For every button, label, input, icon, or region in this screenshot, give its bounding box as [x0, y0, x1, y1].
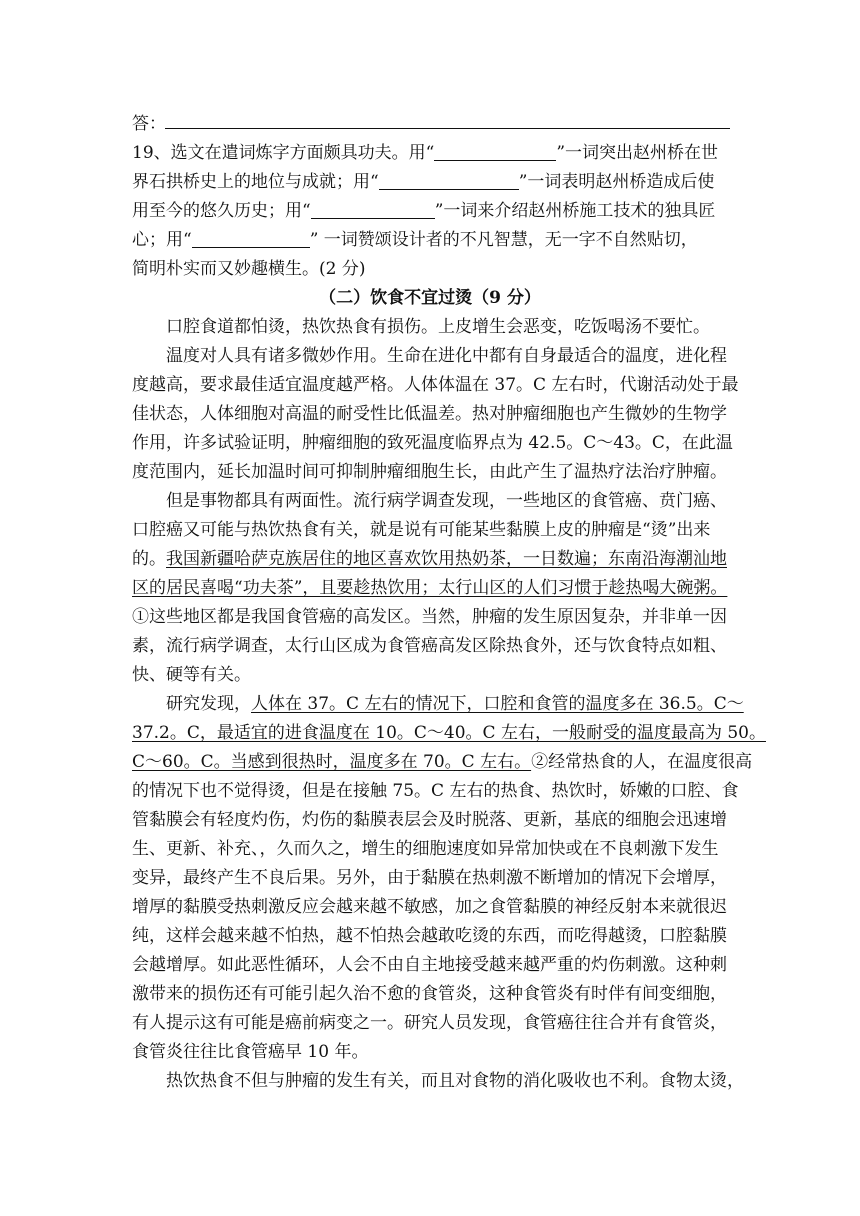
question-19-line-2: [132, 168, 714, 197]
paragraph-line: 的情况下也不觉得烫，但是在接触 75。C 左右的热食、热饮时，娇嫩的口腔、食: [132, 781, 739, 801]
question-19-line-4: [132, 226, 698, 255]
q19-text: ”一词表明赵州桥造成后使: [518, 172, 715, 192]
fill-blank-4[interactable]: [192, 229, 310, 248]
question-19-line-3: [132, 197, 715, 226]
paragraph-line: [132, 748, 752, 777]
underlined-text: C～60。C。当感到很热时，温度多在 70。C 左右。: [132, 752, 532, 772]
paragraph-line: 生、更新、补充、，久而久之，增生的细胞速度如异常加快或在不良刺激下发生: [132, 839, 719, 859]
fill-blank-1[interactable]: [434, 142, 556, 161]
paragraph-line: 会越增厚。如此恶性循环，人会不由自主地接受越来越严重的灼伤刺激。这种刺: [132, 955, 727, 975]
paragraph-line: [166, 690, 744, 719]
paragraph-line: 作用，许多试验证明，肿瘤细胞的致死温度临界点为 42.5。C～43。C，在此温: [132, 433, 733, 453]
paragraph-line: 温度对人具有诸多微妙作用。生命在进化中都有自身最适合的温度，进化程: [166, 346, 727, 366]
underlined-text: 人体在 37。C 左右的情况下，口腔和食管的温度多在 36.5。C～: [251, 694, 744, 714]
paragraph-line: 管黏膜会有轻度灼伤，灼伤的黏膜表层会及时脱落、更新，基底的细胞会迅速增: [132, 810, 727, 830]
paragraph-line: [132, 545, 727, 574]
answer-label: 答：: [132, 114, 166, 134]
plain-text: ②经常热食的人，在温度很高: [531, 752, 753, 772]
underlined-text: 我国新疆哈萨克族居住的地区喜欢饮用热奶茶，一日数遍；东南沿海潮汕地: [166, 549, 727, 569]
q19-text: 心；用“: [132, 230, 192, 250]
paragraph-line: 但是事物都具有两面性。流行病学调查发现，一些地区的食管癌、贲门癌、: [166, 491, 727, 511]
q19-text: ” 一词赞颂设计者的不凡智慧，无一字不自然贴切，: [309, 230, 698, 250]
plain-text: 研究发现，: [166, 694, 251, 714]
q19-text: 界石拱桥史上的地位与成就；用“: [132, 172, 379, 192]
paragraph-line: 增厚的黏膜受热刺激反应会越来越不敏感，加之食管黏膜的神经反射本来就很迟: [132, 897, 727, 917]
paragraph-line: 口腔癌又可能与热饮热食有关，就是说有可能某些黏膜上皮的肿瘤是“烫”出来: [132, 520, 711, 540]
underlined-text: 区的居民喜喝“功夫茶”，且要趁热饮用；太行山区的人们习惯于趁热喝大碗粥。: [132, 578, 728, 598]
paragraph-line: 快、硬等有关。: [132, 665, 251, 685]
paragraph-line: 有人提示这有可能是癌前病变之一。研究人员发现，食管癌往往合并有食管炎，: [132, 1013, 727, 1033]
section-title: （二）饮食不宜过烫（9 分）: [319, 288, 541, 308]
paragraph-line: 热饮热食不但与肿瘤的发生有关，而且对食物的消化吸收也不利。食物太烫，: [166, 1071, 744, 1091]
question-19-line-5: 简明朴实而又妙趣横生。(2 分): [132, 259, 366, 279]
q19-text: 用至今的悠久历史；用“: [132, 201, 311, 221]
fill-blank-2[interactable]: [379, 171, 519, 190]
question-19-line-1: [132, 139, 718, 168]
paragraph-line: [132, 574, 727, 603]
paragraph-line: 食管炎往往比食管癌早 10 年。: [132, 1042, 369, 1062]
q19-text: ”一词突出赵州桥在世: [556, 143, 719, 163]
paragraph-line: 素，流行病学调查，太行山区成为食管癌高发区除热食外，还与饮食特点如粗、: [132, 636, 727, 656]
paragraph-line: 变异，最终产生不良后果。另外，由于黏膜在热刺激不断增加的情况下会增厚，: [132, 868, 727, 888]
q19-text: ”一词来介绍赵州桥施工技术的独具匠: [434, 201, 716, 221]
paragraph-line: 佳状态，人体细胞对高温的耐受性比低温差。热对肿瘤细胞也产生微妙的生物学: [132, 404, 727, 424]
paragraph-line: 度范围内，延长加温时间可抑制肿瘤细胞生长，由此产生了温热疗法治疗肿瘤。: [132, 462, 727, 482]
underlined-text: 37.2。C，最适宜的进食温度在 10。C～40。C 左右，一般耐受的温度最高为 50。: [132, 723, 766, 743]
answer-line: [132, 110, 166, 139]
paragraph-line: ①这些地区都是我国食管癌的高发区。当然，肿瘤的发生原因复杂，并非单一因: [132, 607, 727, 627]
paragraph-line: [132, 719, 766, 748]
plain-text: 的。: [132, 549, 166, 569]
q19-text: 19、选文在遣词炼字方面颇具功夫。用“: [132, 143, 435, 163]
fill-blank-3[interactable]: [311, 200, 435, 219]
paragraph-line: 激带来的损伤还有可能引起久治不愈的食管炎，这种食管炎有时伴有间变细胞，: [132, 984, 727, 1004]
answer-blank[interactable]: [165, 128, 730, 129]
paragraph-line: 纯，这样会越来越不怕热，越不怕热会越敢吃烫的东西，而吃得越烫，口腔黏膜: [132, 926, 727, 946]
paragraph-line: 度越高，要求最佳适宜温度越严格。人体体温在 37。C 左右时，代谢活动处于最: [132, 375, 739, 395]
paragraph-line: 口腔食道都怕烫，热饮热食有损伤。上皮增生会恶变，吃饭喝汤不要忙。: [166, 317, 710, 337]
